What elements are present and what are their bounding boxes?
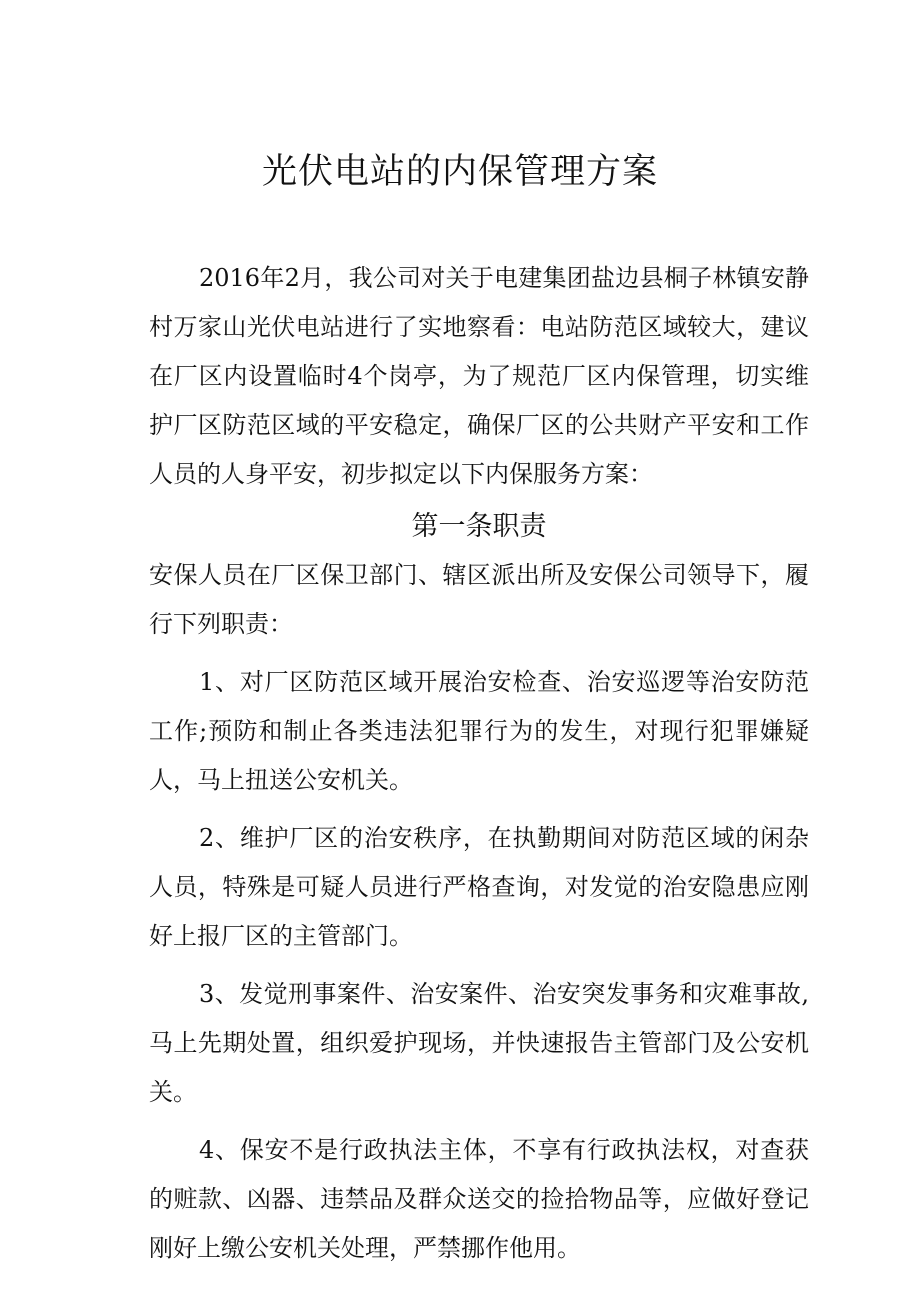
document-body — [149, 254, 809, 1273]
section-heading: 第一条职责 — [411, 511, 547, 542]
duty-item-2: 2、维护厂区的治安秩序，在执勤期间对防范区域的闲杂人员，特殊是可疑人员进行严格查询，对发觉的治安隐患应刚好上报厂区的主管部门。 — [149, 824, 809, 950]
duty-item-3: 3、发觉刑事案件、治安案件、治安突发事务和灾难事故,马上先期处置，组织爱护现场，并快速报告主管部门及公安机关。 — [149, 980, 809, 1106]
intro-paragraph: 2016年2月，我公司对关于电建集团盐边县桐子林镇安静村万家山光伏电站进行了实地察看：电站防范区域较大，建议在厂区内设置临时4个岗亭，为了规范厂区内保管理，切实维护厂区防范区域的平安稳定，确保厂区的公共财产平安和工作人员的人身平安，初步拟定以下内保服务方案： — [149, 264, 809, 488]
section-lead-paragraph: 安保人员在厂区保卫部门、辖区派出所及安保公司领导下，履行下列职责： — [149, 561, 809, 638]
duty-item-1: 1、对厂区防范区域开展治安检查、治安巡逻等治安防范工作;预防和制止各类违法犯罪行为的发生，对现行犯罪嫌疑人，马上扭送公安机关。 — [149, 668, 809, 794]
document-title: 光伏电站的内保管理方案 — [261, 152, 658, 192]
duty-item-4: 4、保安不是行政执法主体，不享有行政执法权，对查获的赃款、凶器、违禁品及群众送交的捡拾物品等，应做好登记刚好上缴公安机关处理，严禁挪作他用。 — [149, 1136, 809, 1262]
